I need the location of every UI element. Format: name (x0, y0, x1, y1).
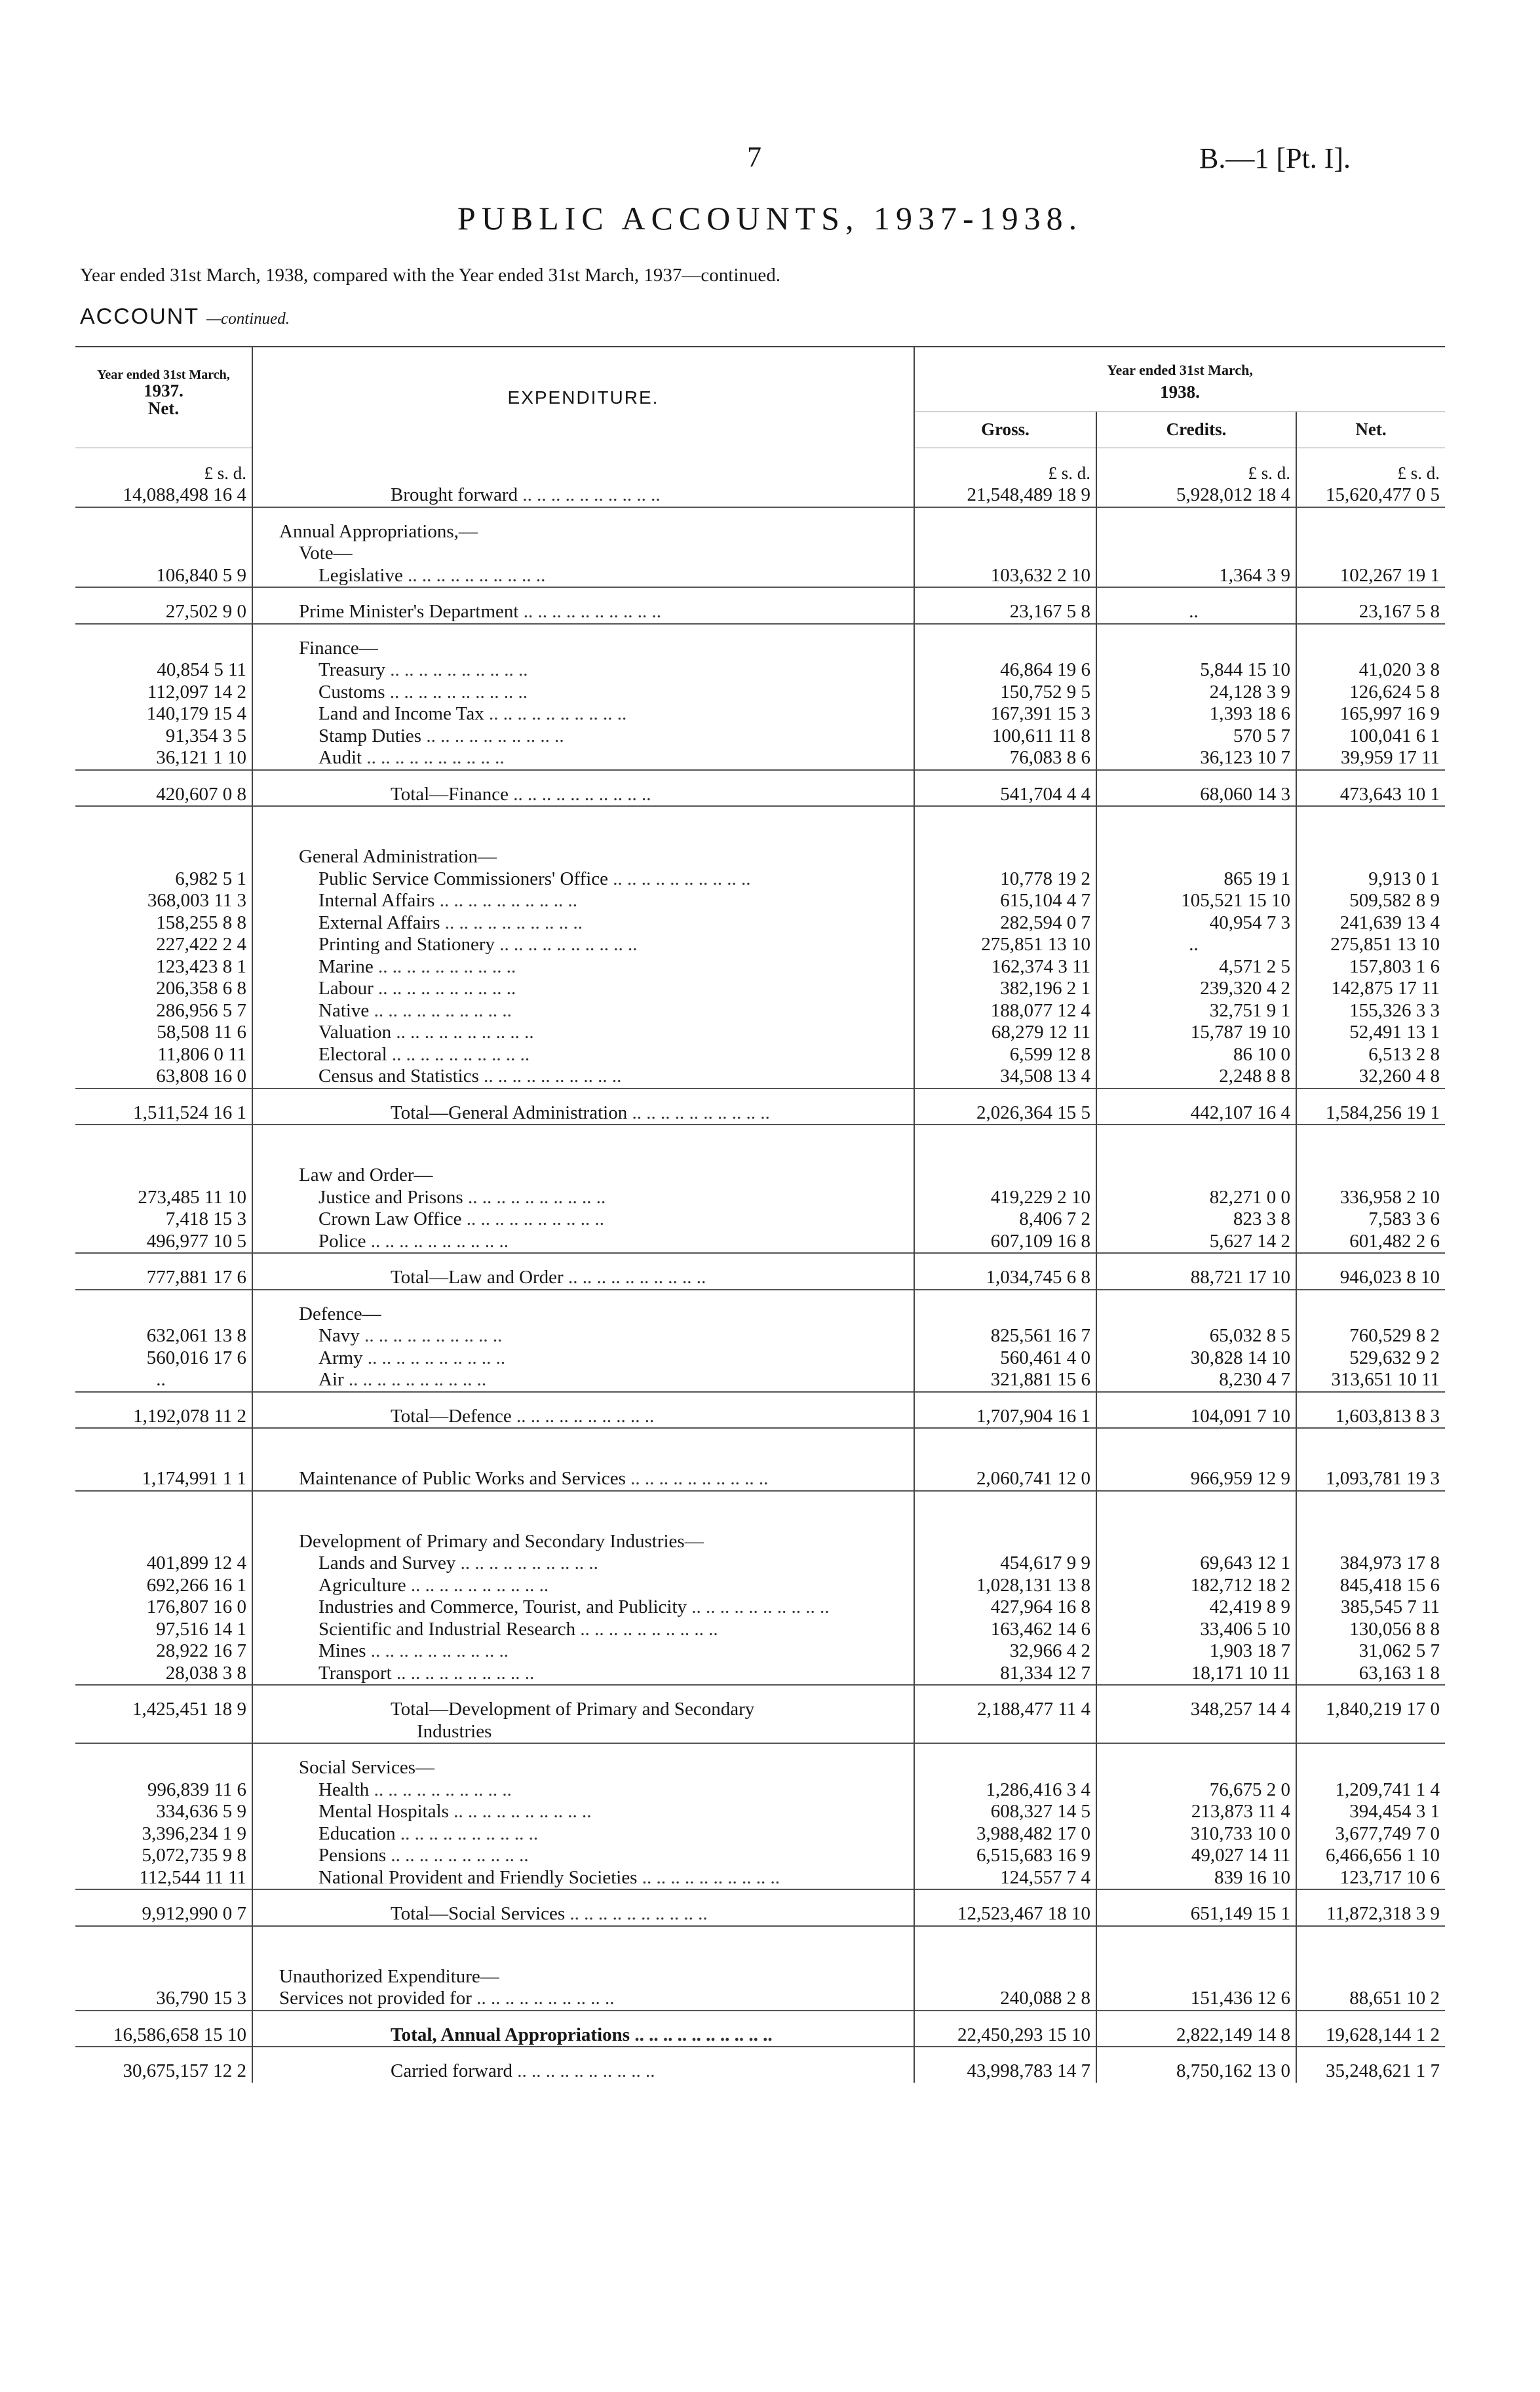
cell-credits: 65,032 8 5 (1096, 1325, 1296, 1347)
table-row (75, 1779, 1445, 1802)
cell-label: Mental Hospitals .. .. (252, 1801, 914, 1823)
cell-gross: 124,557 7 4 (914, 1867, 1096, 1890)
units-label: £ s. d. (1096, 448, 1296, 484)
cell-credits: 15,787 19 10 (1096, 1022, 1296, 1044)
cell-label: Lands and Survey .. .. (252, 1553, 914, 1575)
cell-gross: 76,083 8 6 (914, 747, 1096, 770)
section-heading: Vote— (75, 543, 1445, 565)
table-row (75, 912, 1445, 935)
cell-label: Treasury .. .. (252, 659, 914, 682)
table-row (75, 1575, 1445, 1597)
cell-net: 41,020 3 8 (1358, 659, 1440, 680)
cell-gross: 100,611 11 8 (914, 725, 1096, 748)
cell-label: Native .. .. (252, 1000, 914, 1022)
total-row: 1,192,078 11 2 Total—Defence .. .. 1,707,904 16 1 104,091 7 10 1,603,813 8 3 (75, 1406, 1445, 1429)
table-row: 1,174,991 1 1 Maintenance of Public Works and Services .. .. 2,060,741 12 0 966,959 12 9 1,093,781 19 3 (75, 1468, 1445, 1491)
table-row (75, 868, 1445, 891)
cell-gross: 615,104 4 7 (914, 890, 1096, 912)
cell-net: 52,491 13 1 (1349, 1022, 1440, 1043)
cell-label: External Affairs .. .. (252, 912, 914, 935)
cell-prev: 28,922 16 7 (75, 1640, 252, 1663)
table-row (75, 1369, 1445, 1392)
cell-net: 9,913 0 1 (1368, 868, 1440, 889)
net-header: Net. (1296, 412, 1445, 448)
table-row (75, 1000, 1445, 1022)
table-row (75, 890, 1445, 912)
cell-net: 760,529 8 2 (1349, 1325, 1440, 1346)
cell-credits: 2,248 8 8 (1096, 1066, 1296, 1089)
table-row (75, 703, 1445, 725)
cell-net: 6,466,656 1 10 (1326, 1845, 1440, 1866)
cell-prev: 334,636 5 9 (75, 1801, 252, 1823)
cell-net: 529,632 9 2 (1349, 1347, 1440, 1368)
cell-prev: 368,003 11 3 (75, 890, 252, 912)
dev-rows (75, 1553, 1445, 1685)
cell-prev: 123,423 8 1 (75, 956, 252, 978)
cell-credits: 310,733 10 0 (1096, 1823, 1296, 1845)
total-row: 1,511,524 16 1 Total—General Administration .. .. 2,026,364 15 5 442,107 16 4 1,584,256 19 1 (75, 1102, 1445, 1125)
cell-net: 509,582 8 9 (1349, 890, 1440, 911)
cell-net: 601,482 2 6 (1349, 1230, 1440, 1252)
table-row (75, 659, 1445, 682)
gross-header: Gross. (914, 412, 1096, 448)
cell-prev: 140,179 15 4 (75, 703, 252, 725)
cell-credits: 823 3 8 (1096, 1208, 1296, 1231)
cell-label: Health .. .. (252, 1779, 914, 1802)
page-title: PUBLIC ACCOUNTS, 1937-1938. (457, 200, 1083, 237)
cell-gross: 34,508 13 4 (914, 1066, 1096, 1089)
grand-total-row: 16,586,658 15 10 Total, Annual Appropriations .. .. 22,450,293 15 10 2,822,149 14 8 19,628,144 1 2 (75, 2024, 1445, 2047)
cell-prev: 6,982 5 1 (75, 868, 252, 891)
cell-prev: 496,977 10 5 (75, 1231, 252, 1254)
table-row (75, 1619, 1445, 1641)
cell-prev: 58,508 11 6 (75, 1022, 252, 1044)
cell-prev: .. (75, 1369, 252, 1392)
cell-credits: 76,675 2 0 (1096, 1779, 1296, 1802)
page-number: 7 (747, 141, 761, 173)
cell-prev: 692,266 16 1 (75, 1575, 252, 1597)
cell-gross: 275,851 13 10 (914, 934, 1096, 956)
cell-label: Customs .. .. (252, 682, 914, 704)
cell-label: Industries and Commerce, Tourist, and Publicity .. .. (252, 1596, 914, 1619)
cell-prev: 286,956 5 7 (75, 1000, 252, 1022)
cell-prev: 176,807 16 0 (75, 1596, 252, 1619)
document-reference: B.—1 [Pt. I]. (1199, 142, 1351, 174)
cell-net: 7,583 3 6 (1368, 1208, 1440, 1229)
units-label: £ s. d. (914, 448, 1096, 484)
cell-label: Navy .. .. (252, 1325, 914, 1347)
cell-credits: 213,873 11 4 (1096, 1801, 1296, 1823)
cell-net: 130,056 8 8 (1349, 1618, 1440, 1640)
cell-gross: 282,594 0 7 (914, 912, 1096, 935)
law-rows (75, 1187, 1445, 1254)
table-row (75, 956, 1445, 978)
cell-net: 3,677,749 7 0 (1335, 1823, 1440, 1844)
cell-label: Justice and Prisons .. .. (252, 1187, 914, 1209)
section-heading: Annual Appropriations,— (75, 521, 1445, 543)
cell-gross: 321,881 15 6 (914, 1369, 1096, 1392)
cell-prev: 227,422 2 4 (75, 934, 252, 956)
cell-credits: 5,627 14 2 (1096, 1231, 1296, 1254)
finance-rows (75, 659, 1445, 770)
cell-prev: 158,255 8 8 (75, 912, 252, 935)
cell-gross: 81,334 12 7 (914, 1663, 1096, 1686)
cell-gross: 167,391 15 3 (914, 703, 1096, 725)
cell-label: Marine .. .. (252, 956, 914, 978)
cell-net: 32,260 4 8 (1358, 1066, 1440, 1087)
account-heading: ACCOUNT —continued. (80, 304, 290, 329)
table-row (75, 1066, 1445, 1089)
cell-gross: 162,374 3 11 (914, 956, 1096, 978)
cell-gross: 8,406 7 2 (914, 1208, 1096, 1231)
cell-prev: 40,854 5 11 (75, 659, 252, 682)
cell-label: Census and Statistics .. .. (252, 1066, 914, 1089)
table-row: 106,840 5 9 Legislative .. .. 103,632 2 10 1,364 3 9 102,267 19 1 (75, 565, 1445, 588)
cell-credits: 1,393 18 6 (1096, 703, 1296, 725)
cell-prev: 401,899 12 4 (75, 1553, 252, 1575)
cell-label: Agriculture .. .. (252, 1575, 914, 1597)
cell-gross: 1,028,131 13 8 (914, 1575, 1096, 1597)
cell-net: 1,209,741 1 4 (1335, 1779, 1440, 1800)
cell-net: 126,624 5 8 (1349, 681, 1440, 703)
cell-label: Crown Law Office .. .. (252, 1208, 914, 1231)
section-heading: Social Services— (75, 1757, 1445, 1779)
cell-net: 31,062 5 7 (1358, 1640, 1440, 1661)
cell-gross: 3,988,482 17 0 (914, 1823, 1096, 1845)
cell-label: Public Service Commissioners' Office .. .. (252, 868, 914, 891)
units-label: £ s. d. (75, 448, 252, 484)
cell-prev: 632,061 13 8 (75, 1325, 252, 1347)
table-row (75, 978, 1445, 1000)
cell-credits: 839 16 10 (1096, 1867, 1296, 1890)
table-row (75, 934, 1445, 956)
cell-credits: 865 19 1 (1096, 868, 1296, 891)
cell-net: 394,454 3 1 (1349, 1801, 1440, 1822)
table-row (75, 747, 1445, 770)
cell-label: Scientific and Industrial Research .. .. (252, 1619, 914, 1641)
table-row (75, 1187, 1445, 1209)
cell-credits: 30,828 14 10 (1096, 1347, 1296, 1370)
cell-credits: 86 10 0 (1096, 1044, 1296, 1066)
cell-prev: 273,485 11 10 (75, 1187, 252, 1209)
cell-credits: 36,123 10 7 (1096, 747, 1296, 770)
brought-forward-row: 14,088,498 16 4 Brought forward .. .. 21,548,489 18 9 5,928,012 18 4 15,620,477 0 5 (75, 484, 1445, 507)
table-row (75, 1867, 1445, 1890)
cell-gross: 46,864 19 6 (914, 659, 1096, 682)
cell-gross: 6,515,683 16 9 (914, 1845, 1096, 1867)
cell-prev: 97,516 14 1 (75, 1619, 252, 1641)
carried-forward-row: 30,675,157 12 2 Carried forward .. .. 43,998,783 14 7 8,750,162 13 0 35,248,621 1 7 (75, 2060, 1445, 2083)
genadmin-rows (75, 868, 1445, 1089)
table-row: 27,502 9 0 Prime Minister's Department .. .. 23,167 5 8 .. 23,167 5 8 (75, 601, 1445, 624)
cell-net: 385,545 7 11 (1340, 1596, 1440, 1617)
cell-credits: 24,128 3 9 (1096, 682, 1296, 704)
table-row (75, 1022, 1445, 1044)
section-heading: General Administration— (75, 846, 1445, 868)
expenditure-header: EXPENDITURE. (252, 347, 914, 448)
cell-credits: .. (1096, 934, 1296, 956)
cell-gross: 382,196 2 1 (914, 978, 1096, 1000)
cell-gross: 608,327 14 5 (914, 1801, 1096, 1823)
cell-gross: 68,279 12 11 (914, 1022, 1096, 1044)
table-row (75, 1823, 1445, 1845)
cell-label: Internal Affairs .. .. (252, 890, 914, 912)
cell-credits: 5,844 15 10 (1096, 659, 1296, 682)
cell-credits: 82,271 0 0 (1096, 1187, 1296, 1209)
expenditure-table (75, 346, 1445, 2083)
table-row (75, 682, 1445, 704)
cell-gross: 32,966 4 2 (914, 1640, 1096, 1663)
cell-gross: 825,561 16 7 (914, 1325, 1096, 1347)
table-row (75, 1801, 1445, 1823)
cell-gross: 607,109 16 8 (914, 1231, 1096, 1254)
cell-credits: 69,643 12 1 (1096, 1553, 1296, 1575)
section-heading: Law and Order— (75, 1165, 1445, 1187)
cell-label: Electoral .. .. (252, 1044, 914, 1066)
cell-net: 142,875 17 11 (1331, 978, 1440, 999)
cell-label: Education .. .. (252, 1823, 914, 1845)
cell-credits: 1,903 18 7 (1096, 1640, 1296, 1663)
table-row (75, 1208, 1445, 1231)
total-row: 9,912,990 0 7 Total—Social Services .. .. 12,523,467 18 10 651,149 15 1 11,872,318 3 9 (75, 1903, 1445, 1926)
table-row (75, 1231, 1445, 1254)
cell-prev: 5,072,735 9 8 (75, 1845, 252, 1867)
prev-year-header: Year ended 31st March, 1937. Net. (75, 347, 252, 448)
table-row (75, 1640, 1445, 1663)
cell-net: 241,639 13 4 (1339, 912, 1440, 933)
cell-gross: 454,617 9 9 (914, 1553, 1096, 1575)
cell-net: 384,973 17 8 (1339, 1553, 1440, 1573)
table-row (75, 1596, 1445, 1619)
cell-prev: 63,808 16 0 (75, 1066, 252, 1089)
cell-credits: 105,521 15 10 (1096, 890, 1296, 912)
cell-label: Audit .. .. (252, 747, 914, 770)
table-row (75, 1347, 1445, 1370)
cell-label: Printing and Stationery .. .. (252, 934, 914, 956)
cell-gross: 6,599 12 8 (914, 1044, 1096, 1066)
cell-net: 336,958 2 10 (1339, 1186, 1440, 1208)
cell-net: 313,651 10 11 (1331, 1369, 1440, 1390)
cell-net: 165,997 16 9 (1339, 703, 1440, 724)
cell-label: Mines .. .. (252, 1640, 914, 1663)
cell-label: Transport .. .. (252, 1663, 914, 1686)
defence-rows (75, 1325, 1445, 1392)
cell-prev: 996,839 11 6 (75, 1779, 252, 1802)
cell-credits: 4,571 2 5 (1096, 956, 1296, 978)
cell-prev: 560,016 17 6 (75, 1347, 252, 1370)
cell-label: Air .. .. (252, 1369, 914, 1392)
cell-gross: 163,462 14 6 (914, 1619, 1096, 1641)
cell-prev: 11,806 0 11 (75, 1044, 252, 1066)
table-row (75, 725, 1445, 748)
cell-credits: 42,419 8 9 (1096, 1596, 1296, 1619)
cell-prev: 3,396,234 1 9 (75, 1823, 252, 1845)
cell-credits: 182,712 18 2 (1096, 1575, 1296, 1597)
section-heading: Finance— (75, 638, 1445, 660)
total-row: 420,607 0 8 Total—Finance .. .. 541,704 4 4 68,060 14 3 473,643 10 1 (75, 784, 1445, 807)
cell-gross: 419,229 2 10 (914, 1187, 1096, 1209)
cell-credits: 49,027 14 11 (1096, 1845, 1296, 1867)
cell-prev: 112,097 14 2 (75, 682, 252, 704)
social-rows (75, 1779, 1445, 1890)
cell-net: 39,959 17 11 (1340, 747, 1440, 768)
page-subtitle: Year ended 31st March, 1938, compared with the Year ended 31st March, 1937—continued. (80, 265, 781, 286)
cell-label: Valuation .. .. (252, 1022, 914, 1044)
cell-gross: 427,964 16 8 (914, 1596, 1096, 1619)
cell-label: Land and Income Tax .. .. (252, 703, 914, 725)
cell-prev: 36,121 1 10 (75, 747, 252, 770)
cell-net: 123,717 10 6 (1339, 1866, 1440, 1888)
table-row (75, 1845, 1445, 1867)
cell-label: Stamp Duties .. .. (252, 725, 914, 748)
total-row: 777,881 17 6 Total—Law and Order .. .. 1,034,745 6 8 88,721 17 10 946,023 8 10 (75, 1267, 1445, 1290)
section-heading: Defence— (75, 1303, 1445, 1326)
table-row (75, 1663, 1445, 1686)
section-heading: Development of Primary and Secondary Industries— (75, 1531, 1445, 1553)
cell-label: Police .. .. (252, 1231, 914, 1254)
table-row: 36,790 15 3 Services not provided for .. .. 240,088 2 8 151,436 12 6 88,651 10 2 (75, 1988, 1445, 2011)
cell-credits: 18,171 10 11 (1096, 1663, 1296, 1686)
cell-credits: 570 5 7 (1096, 725, 1296, 748)
cell-gross: 188,077 12 4 (914, 1000, 1096, 1022)
cell-prev: 91,354 3 5 (75, 725, 252, 748)
cell-credits: 33,406 5 10 (1096, 1619, 1296, 1641)
cell-prev: 206,358 6 8 (75, 978, 252, 1000)
cell-credits: 40,954 7 3 (1096, 912, 1296, 935)
table-row (75, 1553, 1445, 1575)
cell-label: Army .. .. (252, 1347, 914, 1370)
table-row (75, 1044, 1445, 1066)
cell-net: 155,326 3 3 (1349, 999, 1440, 1021)
cell-credits: 32,751 9 1 (1096, 1000, 1296, 1022)
cell-credits: 239,320 4 2 (1096, 978, 1296, 1000)
section-heading: Unauthorized Expenditure— (75, 1966, 1445, 1988)
cur-year-header: Year ended 31st March, 1938. (914, 347, 1445, 412)
table-row (75, 1325, 1445, 1347)
cell-label: National Provident and Friendly Societies .. .. (252, 1867, 914, 1890)
cell-credits: 8,230 4 7 (1096, 1369, 1296, 1392)
cell-prev: 7,418 15 3 (75, 1208, 252, 1231)
cell-prev: 28,038 3 8 (75, 1663, 252, 1686)
cell-gross: 150,752 9 5 (914, 682, 1096, 704)
cell-gross: 10,778 19 2 (914, 868, 1096, 891)
cell-net: 100,041 6 1 (1349, 725, 1440, 746)
cell-label: Labour .. .. (252, 978, 914, 1000)
cell-net: 157,803 1 6 (1349, 955, 1440, 977)
total-row: 1,425,451 18 9 Total—Development of Primary and Secondary 2,188,477 11 4 348,257 14 4 1,840,219 17 0 (75, 1699, 1445, 1721)
cell-net: 6,513 2 8 (1368, 1043, 1440, 1065)
cell-prev: 112,544 11 11 (75, 1867, 252, 1890)
cell-gross: 560,461 4 0 (914, 1347, 1096, 1370)
units-label: £ s. d. (1397, 463, 1440, 483)
cell-net: 845,418 15 6 (1339, 1574, 1440, 1596)
total-row-continued: Industries (75, 1721, 1445, 1744)
cell-label: Pensions .. .. (252, 1845, 914, 1867)
cell-net: 63,163 1 8 (1358, 1662, 1440, 1684)
credits-header: Credits. (1096, 412, 1296, 448)
cell-net: 275,851 13 10 (1330, 934, 1440, 955)
cell-gross: 1,286,416 3 4 (914, 1779, 1096, 1802)
